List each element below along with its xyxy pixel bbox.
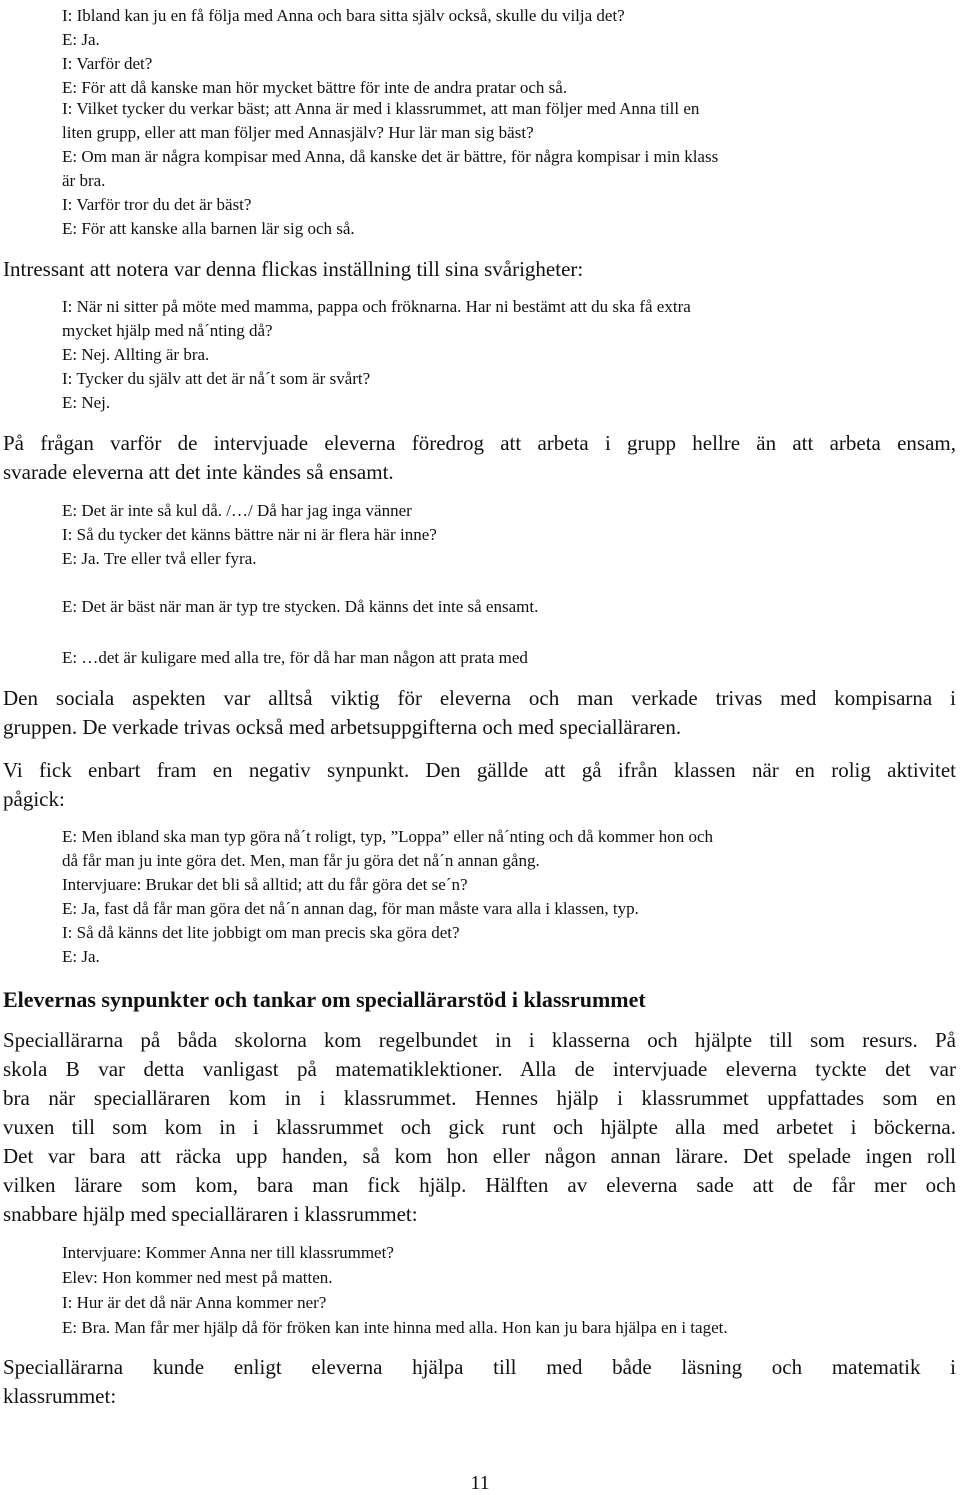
paragraph-line: snabbare hjälp med specialläraren i klassrummet: — [3, 1202, 418, 1226]
paragraph-line: Den sociala aspekten var alltså viktig för eleverna och man verkade trivas med kompisarna i — [3, 686, 956, 710]
interview-line: I: Så då känns det lite jobbigt om man precis ska göra det? — [62, 923, 460, 942]
interview-line: E: …det är kuligare med alla tre, för då har man någon att prata med — [62, 648, 528, 667]
page-number: 11 — [470, 1472, 490, 1494]
interview-line: I: Vilket tycker du verkar bäst; att Anna är med i klassrummet, att man följer med Anna till en — [62, 99, 700, 118]
body-paragraph — [3, 1353, 956, 1411]
interview-line: E: Nej. — [62, 393, 111, 412]
paragraph-line: vilken lärare som kom, bara man fick hjälp. Hälften av eleverna sade att de får mer och — [3, 1173, 956, 1197]
interview-line: Intervjuare: Brukar det bli så alltid; att du får göra det se´n? — [62, 875, 468, 894]
section-heading: Elevernas synpunkter och tankar om speciallärarstöd i klassrummet — [3, 987, 646, 1012]
interview-line: Elev: Hon kommer ned mest på matten. — [62, 1268, 333, 1287]
interview-line: E: Ja. — [62, 947, 100, 966]
paragraph-line: På frågan varför de intervjuade eleverna föredrog att arbeta i grupp hellre än att arbeta ensam, — [3, 431, 956, 455]
paragraph-line: Speciallärarna på båda skolorna kom regelbundet in i klasserna och hjälpte till som resurs. På — [3, 1028, 956, 1052]
paragraph-line: svarade eleverna att det inte kändes så ensamt. — [3, 460, 394, 484]
interview-line: E: Ja. Tre eller två eller fyra. — [62, 549, 257, 568]
interview-line: liten grupp, eller att man följer med Annasjälv? Hur lär man sig bäst? — [62, 123, 534, 142]
interview-line: E: Ja. — [62, 30, 100, 49]
body-paragraph — [3, 255, 956, 284]
interview-line: E: Det är inte så kul då. /…/ Då har jag inga vänner — [62, 501, 412, 520]
interview-line: I: Ibland kan ju en få följa med Anna och bara sitta själv också, skulle du vilja det? — [62, 6, 625, 25]
paragraph-line: vuxen till som kom in i klassrummet och gick runt och hjälpte alla med arbetet i böckerna. — [3, 1115, 956, 1139]
paragraph-line: Speciallärarna kunde enligt eleverna hjälpa till med både läsning och matematik i — [3, 1355, 956, 1379]
paragraph-line: pågick: — [3, 787, 65, 811]
body-paragraph — [3, 1026, 956, 1229]
interview-line: Intervjuare: Kommer Anna ner till klassrummet? — [62, 1243, 394, 1262]
interview-line: mycket hjälp med nå´nting då? — [62, 321, 273, 340]
interview-line: E: För att då kanske man hör mycket bättre för inte de andra pratar och så. — [62, 78, 568, 97]
interview-line: är bra. — [62, 171, 106, 190]
interview-line: E: Om man är några kompisar med Anna, då kanske det är bättre, för några kompisar i min klass — [62, 147, 719, 166]
interview-line: I: Så du tycker det känns bättre när ni är flera här inne? — [62, 525, 437, 544]
interview-line: I: Tycker du själv att det är nå´t som är svårt? — [62, 369, 371, 388]
paragraph-line: Intressant att notera var denna flickas inställning till sina svårigheter: — [3, 257, 584, 281]
interview-line: I: När ni sitter på möte med mamma, pappa och fröknarna. Har ni bestämt att du ska få extra — [62, 297, 691, 316]
interview-line: E: Bra. Man får mer hjälp då för fröken kan inte hinna med alla. Hon kan ju bara hjälpa en i taget. — [62, 1318, 728, 1337]
interview-line: E: Nej. Allting är bra. — [62, 345, 210, 364]
interview-line: I: Varför tror du det är bäst? — [62, 195, 252, 214]
paragraph-line: klassrummet: — [3, 1384, 117, 1408]
interview-line: E: Ja, fast då får man göra det nå´n annan dag, för man måste vara alla i klassen, typ. — [62, 899, 639, 918]
paragraph-line: skola B var detta vanligast på matematiklektioner. Alla de intervjuade eleverna tyckte det var — [3, 1057, 956, 1081]
paragraph-line: gruppen. De verkade trivas också med arbetsuppgifterna och med specialläraren. — [3, 715, 682, 739]
interview-line: då får man ju inte göra det. Men, man får ju göra det nå´n annan gång. — [62, 851, 540, 870]
body-paragraph — [3, 429, 956, 487]
interview-line: E: Men ibland ska man typ göra nå´t roligt, typ, ”Loppa” eller nå´nting och då kommer hon och — [62, 827, 714, 846]
interview-line: I: Varför det? — [62, 54, 153, 73]
interview-line: E: Det är bäst när man är typ tre stycken. Då känns det inte så ensamt. — [62, 597, 539, 616]
interview-line: I: Hur är det då när Anna kommer ner? — [62, 1293, 327, 1312]
interview-line: E: För att kanske alla barnen lär sig och så. — [62, 219, 355, 238]
paragraph-line: Det var bara att räcka upp handen, så kom hon eller någon annan lärare. Det spelade ingen roll — [3, 1144, 956, 1168]
body-paragraph — [3, 756, 956, 814]
paragraph-line: Vi fick enbart fram en negativ synpunkt. Den gällde att gå ifrån klassen när en rolig aktivitet — [3, 758, 956, 782]
paragraph-line: bra när specialläraren kom in i klassrummet. Hennes hjälp i klassrummet uppfattades som en — [3, 1086, 956, 1110]
body-paragraph — [3, 684, 956, 742]
